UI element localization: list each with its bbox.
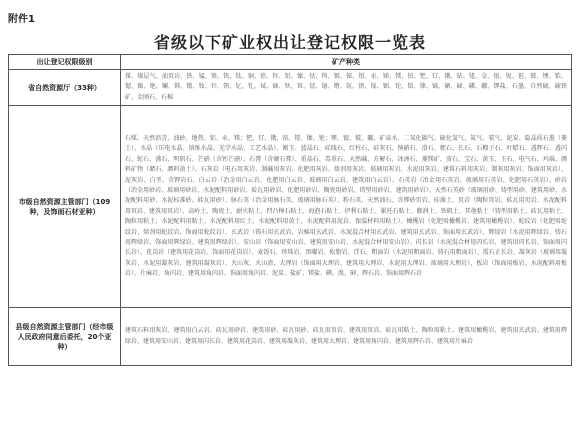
table-row (9, 106, 572, 308)
header-minerals: 矿产种类 (121, 55, 572, 70)
table-header-row (9, 55, 572, 70)
row-level-county: 县级自然资源主管部门（经市级人民政府同意后委托，20个亚种） (9, 308, 121, 366)
header-level: 出让登记权限级别 (9, 55, 121, 70)
table-row (9, 70, 572, 106)
row-level-city: 市级自然资源主管部门（109种，及饰面石材亚种） (9, 106, 121, 308)
row-minerals-city: 石煤、天然沥青、油砂、地热、铝、汞、镁；钯、钌、锇、铱、铑、铷、铯；锂、锶、铍、硼、矿泉水、二氧化碳气、硫化氢气、氦气、氡气、泥炭、隐晶质石墨（菱土）、水晶（压电水晶、熔炼水晶、光学水晶、工艺水晶）、刚玉、蓝晶石、硅线石、红柱石、硅灰石、钠硝石、滑石、蛭石、长石、石榴子石、叶蜡石、透辉石、透闪石、蛇石、沸石、明矾石、芒硝（含钙芒硝）、石膏（含硬石膏）、重晶石、毒重石、天然碱、方解石、冰洲石、菱镁矿、萤石、宝石、黄玉、玉石、电气石、玛瑙、颜料矿物（赭石、颜料黄土）、石灰岩（电石用灰岩、制碱用灰岩、化肥用灰岩、熔剂用灰岩、玻璃用灰岩、水泥用灰岩、建筑石料用灰岩、制灰用灰岩、饰面用灰岩）、泥灰岩、白垩、含钾岩石、白云岩（冶金用白云岩、化肥用白云岩、玻璃用白云岩、建筑用白云岩）、石英岩（冶金用石英岩、玻璃用石英岩、化肥用石英岩）、砂岩（冶金用砂岩、玻璃用砂岩、水泥配料用砂岩、砖瓦用砂岩、化肥用砂岩、陶瓷用砂岩、铸型用砂岩、建筑用砂岩）、天然石英砂（玻璃用砂、铸型用砂、建筑用砂、水泥配料用砂、水泥标准砂、砖瓦用砂）、脉石英（冶金用脉石英、玻璃用脉石英）、粉石英、天然油石、含钾砂页岩、硅藻土、页岩（陶粒页岩、砖瓦用页岩、水泥配料用页岩、建筑用页岩）、高岭土、陶瓷土、耐火粘土、凹凸棒石粘土、海泡石粘土、伊利石粘土、累托石粘土、膨润土、铁矾土、其他粘土（铸型用粘土、砖瓦用粘土、陶粒用粘土、水泥配料用粘土、水泥配料用红土、水泥配料用黄土、水泥配料用泥岩、保温材料用粘土）、橄榄岩（化肥用橄榄岩、建筑用橄榄岩）、蛇纹岩（化肥用蛇纹岩、熔剂用蛇纹岩、饰面用蛇纹岩）、玄武岩（铸石用玄武岩、岩棉用玄武岩、水泥混合材用玄武岩、建筑用玄武岩、饰面用玄武岩）、辉绿岩（水泥用辉绿岩、铸石用辉绿岩、饰面用辉绿岩、建筑用辉绿岩）、安山岩（饰面用安山岩、建筑用安山岩、水泥混合材用安山岩）、闪长岩（水泥混合材用闪长岩、建筑用闪长岩、饰面用闪长岩）、花岗岩（建筑用花岗岩、饰面用花岗岩）、麦饭石、珍珠岩、黑曜岩、松脂岩、浮石、粗面岩（水泥用粗面岩、铸石用粗面岩）、霞石正长岩、凝灰岩（玻璃用凝灰岩、水泥用凝灰岩、建筑用凝灰岩）、火山灰、火山渣、大理岩（饰面用大理岩、建筑用大理岩、水泥用大理岩、玻璃用大理岩）、板岩（饰面用板岩、水泥配料用板岩）、片麻岩、角闪岩、建筑用角闪岩、饰面用角闪岩、泥炭、盐矿、镁盐、碘、溴、砷、辉石岩、饰面用辉石岩 (121, 106, 572, 308)
row-minerals-county: 建筑石料用灰岩、建筑用白云岩、砖瓦用砂岩、建筑用砂、砖瓦用砂、砖瓦用页岩、建筑用页岩、砖瓦用粘土、陶粒用粘土、建筑用橄榄岩、建筑用玄武岩、建筑用辉绿岩、建筑用安山岩、建筑用闪长岩、建筑用花岗岩、建筑用凝灰岩、建筑用大理岩、建筑用角闪岩、建筑用辉石岩、建筑用片麻岩 (121, 308, 572, 366)
authority-table (8, 54, 572, 366)
row-level-province: 省自然资源厅（33种） (9, 70, 121, 106)
row-minerals-province: 煤、煤层气、油页岩、铁、锰、铬、钒、钛、铜、铅、锌、铝、镍、钴、钨、锡、铋、钼、汞、锑、镁、铂、钯、钌、锇、铱、铑、金、银、铌、钽、铍、锂、锆、锶、铷、铯、镧、铈、镨、钕、钐、铕、钇、钆、铽、镝、钬、铒、铥、镱、镥、钪、锗、镓、铟、铊、铪、铼、镉、硒、碲、磷、硼、钾盐、石墨、自然硫、硫铁矿、金刚石、石棉 (121, 70, 572, 106)
table-row (9, 308, 572, 366)
page-title: 省级以下矿业权出让登记权限一览表 (153, 33, 426, 52)
attachment-label: 附件1 (8, 14, 35, 25)
